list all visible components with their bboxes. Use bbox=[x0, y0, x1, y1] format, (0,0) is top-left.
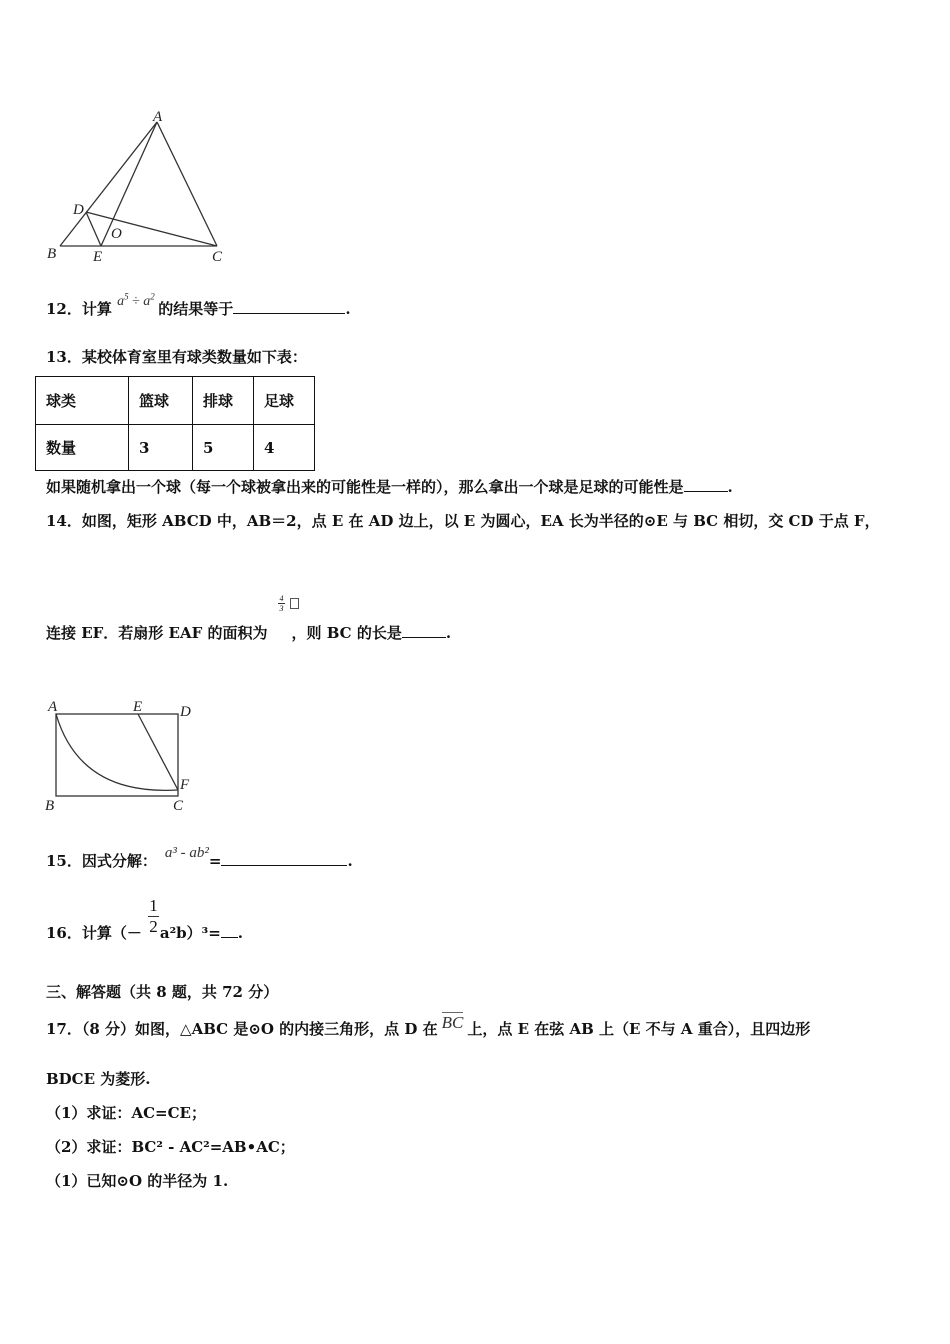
label-E: E bbox=[133, 699, 143, 715]
q16-fraction: 1 2 bbox=[149, 896, 158, 936]
question-17-part2: （2）求证：BC² - AC²=AB•AC； bbox=[46, 1138, 295, 1156]
question-17-line2: BDCE 为菱形. bbox=[46, 1070, 151, 1088]
question-17-line1: 17．（8 分）如图，△ABC 是⊙O 的内接三角形，点 D 在 BC 上，点 E 在弦 AB 上（E 不与 A 重合），且四边形 bbox=[46, 1013, 811, 1038]
question-12: 12．计算 $a^5 \div a^2$ 的结果等于 . bbox=[46, 291, 351, 318]
label-D: D bbox=[180, 704, 191, 720]
question-14-line2: 连接 EF．若扇形 EAF 的面积为 ，则 BC 的长是 . bbox=[46, 624, 452, 642]
table-cell: 数量 bbox=[36, 425, 129, 471]
question-17-part1: （1）求证：AC=CE； bbox=[46, 1104, 206, 1122]
q14-placeholder-box bbox=[290, 598, 299, 609]
label-D: D bbox=[73, 202, 84, 218]
question-13-followup: 如果随机拿出一个球（每一个球被拿出来的可能性是一样的），那么拿出一个球是足球的可能性是 . bbox=[46, 478, 733, 496]
q15-expression: a³ - ab² bbox=[164, 845, 209, 861]
q12-suffix: 的结果等于 bbox=[158, 300, 234, 318]
q12-expression: $a^5 \div a^2$ bbox=[117, 291, 155, 309]
label-A: A bbox=[153, 109, 163, 125]
table-cell: 5 bbox=[193, 425, 254, 471]
q12-answer-blank[interactable] bbox=[233, 298, 345, 314]
q14-fraction: 4 3 bbox=[279, 594, 284, 613]
question-16: 16．计算（－ a²b）³= . bbox=[46, 924, 244, 942]
label-F: F bbox=[180, 777, 190, 793]
label-B: B bbox=[47, 246, 57, 262]
question-14-line1: 14．如图，矩形 ABCD 中，AB＝2，点 E 在 AD 边上，以 E 为圆心，EA 长为半径的⊙E 与 BC 相切，交 CD 于点 F， bbox=[46, 512, 880, 530]
label-C: C bbox=[173, 798, 184, 814]
q12-prefix: 12．计算 bbox=[46, 300, 112, 318]
table-cell: 3 bbox=[129, 425, 193, 471]
section-3-title: 三、解答题（共 8 题，共 72 分） bbox=[46, 983, 279, 1001]
label-C: C bbox=[212, 249, 223, 265]
figure-rectangle bbox=[40, 696, 210, 816]
figure-triangle bbox=[40, 108, 240, 268]
label-E: E bbox=[93, 249, 103, 265]
q13-answer-blank[interactable] bbox=[684, 476, 728, 492]
label-B: B bbox=[45, 798, 55, 814]
q16-answer-blank[interactable] bbox=[221, 922, 238, 938]
q14-answer-blank[interactable] bbox=[402, 622, 446, 638]
label-O: O bbox=[111, 226, 122, 242]
question-17-part3: （1）已知⊙O 的半径为 1. bbox=[46, 1172, 229, 1190]
table-cell: 4 bbox=[254, 425, 315, 471]
table-header-cell: 排球 bbox=[193, 377, 254, 425]
question-15: 15．因式分解： a³ - ab²= . bbox=[46, 845, 353, 870]
table-header-cell: 篮球 bbox=[129, 377, 193, 425]
label-A: A bbox=[48, 699, 58, 715]
question-13-text: 13．某校体育室里有球类数量如下表： bbox=[46, 348, 307, 366]
q17-arc-bc: BC bbox=[441, 1013, 464, 1032]
q15-answer-blank[interactable] bbox=[221, 850, 347, 866]
ball-count-table bbox=[35, 376, 315, 471]
table-header-cell: 球类 bbox=[36, 377, 129, 425]
table-header-cell: 足球 bbox=[254, 377, 315, 425]
